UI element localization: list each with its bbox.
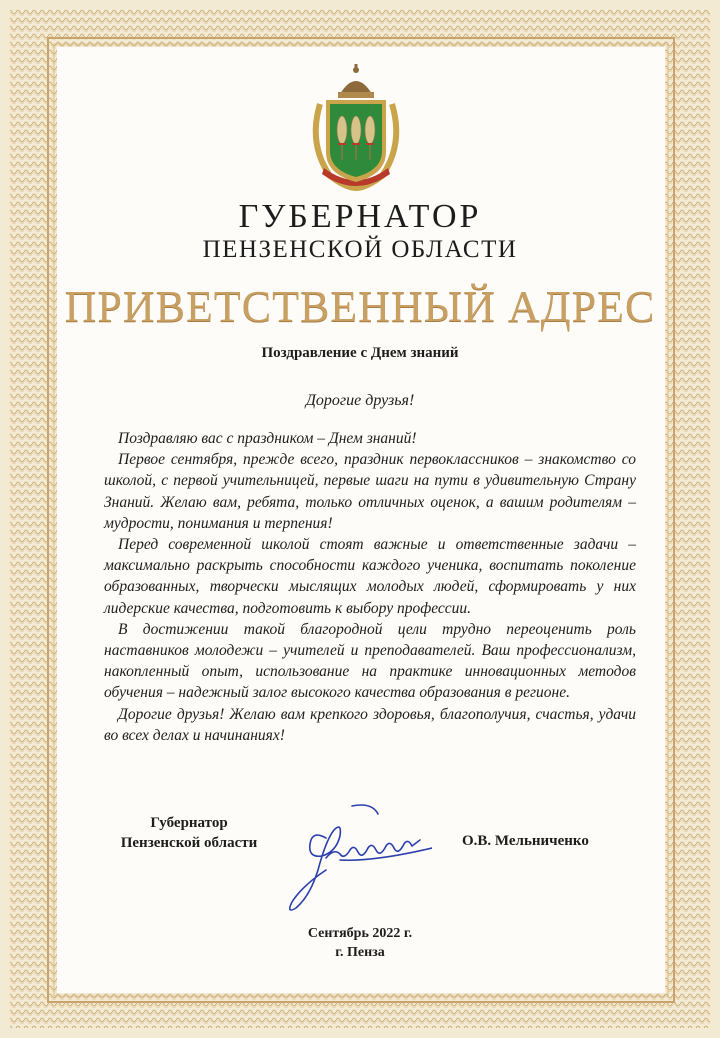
signer-position-line: Губернатор: [150, 815, 228, 831]
penza-coat-of-arms-icon: [306, 64, 406, 192]
body-paragraph: Дорогие друзья! Желаю вам крепкого здоровья, благополучия, счастья, удачи во всех делах и начинаниях!: [104, 705, 636, 744]
governor-title: ГУБЕРНАТОР: [238, 198, 482, 235]
document-place: г. Пенза: [335, 945, 385, 960]
body-paragraph: В достижении такой благородной цели трудно переоценить роль наставников молодежи – учителей и преподавателей. Ваш профессионализм, накопленный опыт, использование на практике инновационных методов обучения – надежный залог высокого качества образования в регионе.: [104, 620, 636, 702]
body-paragraph: Поздравляю вас с праздником – Днем знаний!: [118, 430, 417, 447]
body-paragraph: Первое сентября, прежде всего, праздник первоклассников – знакомство со школой, с первой учительницей, первые шаги на пути в удивительную Страну Знаний. Желаю вам, ребята, только отличных оценок, а вашим родителям – мудрости, понимания и терпения!: [104, 451, 636, 532]
greeting: Дорогие друзья!: [305, 392, 415, 409]
document-title: ПРИВЕТСТВЕННЫЙ АДРЕС: [64, 282, 656, 331]
document-date: Сентябрь 2022 г.: [307, 926, 413, 941]
signer-position: [104, 813, 274, 853]
date-place: [0, 924, 720, 962]
body-paragraph: Перед современной школой стоят важные и ответственные задачи – максимально раскрыть способности каждого ученика, воспитать поколение образованных, творчески мыслящих молодых людей, сформировать у них лидерские качества, подготовить к выбору профессии.: [104, 536, 636, 617]
letter-body: [104, 428, 636, 746]
signer-position-line: Пензенской области: [120, 835, 258, 851]
handwritten-signature: [282, 800, 432, 915]
signer-name: О.В. Мельниченко: [462, 833, 589, 849]
subject-line: Поздравление с Днем знаний: [261, 345, 459, 361]
region-subtitle: ПЕНЗЕНСКОЙ ОБЛАСТИ: [202, 236, 518, 263]
